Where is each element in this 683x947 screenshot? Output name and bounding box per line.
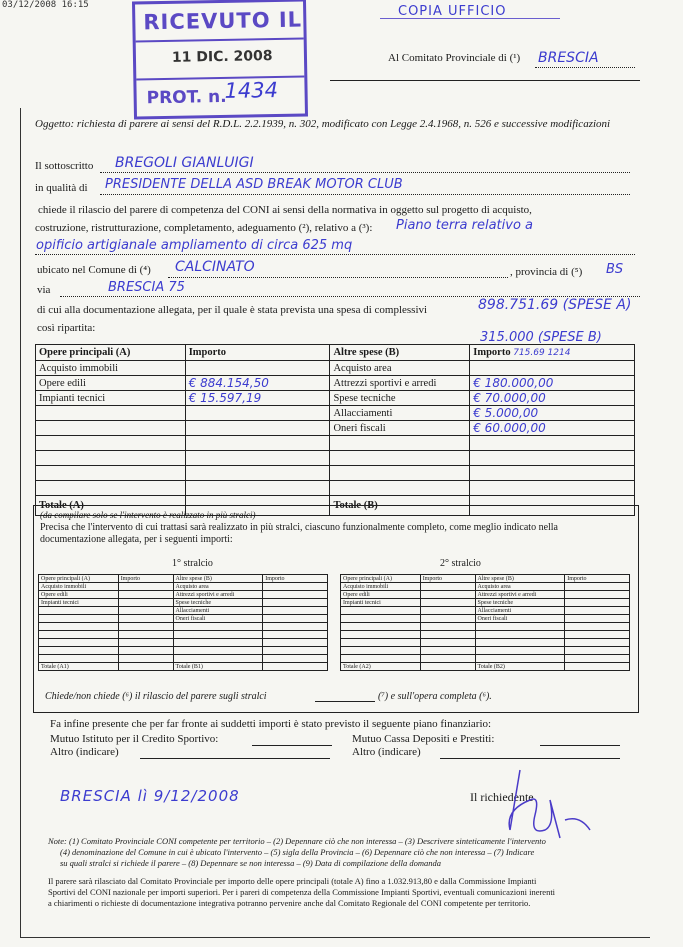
cell: Acquisto area xyxy=(475,583,565,591)
header-opere-principali: Opere principali (A) xyxy=(36,345,186,361)
copia-ufficio-annotation: COPIA UFFICIO xyxy=(398,4,507,19)
table-row xyxy=(341,655,630,663)
table-row xyxy=(341,647,630,655)
stralci-opera: (⁷) e sull'opera completa (⁶). xyxy=(378,691,492,702)
subject-text: Oggetto: richiesta di parere ai sensi del R.D.L. 2.2.1939, n. 302, modificato con Legge 2.4.1968, n. 526 e successive modificazioni xyxy=(35,118,611,130)
cell xyxy=(475,639,565,647)
note-line-1: Note: (1) Comitato Provinciale CONI competente per territorio – (2) Depennare ciò che non interessa – (3) Descrivere sinteticamente l'intervento xyxy=(48,836,546,846)
mutuo-cassa-line xyxy=(540,745,620,746)
cell xyxy=(173,655,263,663)
comune-label: ubicato nel Comune di (⁴) xyxy=(37,264,151,276)
page-bottom-border xyxy=(20,937,650,938)
cell xyxy=(470,481,635,496)
stamp-divider-2 xyxy=(136,76,304,81)
table-row xyxy=(36,391,635,406)
richiedente-label: Il richiedente xyxy=(470,790,534,804)
stralcio-1-header xyxy=(39,575,328,583)
mutuo-cassa-label: Mutuo Cassa Depositi e Prestiti: xyxy=(352,733,495,745)
cell: Acquisto area xyxy=(330,361,470,376)
cell xyxy=(420,631,475,639)
note-line-2: (4) denominazione del Comune in cui è ubicato l'intervento – (5) sigla della Provincia – (6) Depennare ciò che non interessa – (7) Indicare xyxy=(60,847,535,857)
cell xyxy=(36,406,186,421)
cell xyxy=(263,583,328,591)
cell xyxy=(565,655,630,663)
cell xyxy=(565,639,630,647)
cell: Acquisto immobili xyxy=(36,361,186,376)
cell xyxy=(263,623,328,631)
cell xyxy=(118,591,173,599)
chiede-line2: costruzione, ristrutturazione, completamento, adeguamento (²), relativo a (³): xyxy=(35,222,373,234)
total-b-label: Totale (B) xyxy=(330,496,470,516)
cell xyxy=(185,436,330,451)
cell xyxy=(185,361,330,376)
cell xyxy=(420,591,475,599)
cell xyxy=(39,631,119,639)
cost-table xyxy=(35,344,635,516)
cell: Spese tecniche xyxy=(173,599,263,607)
stralci-text-1: Precisa che l'intervento di cui trattasi sarà realizzato in più stralci, ciascuno funzionalmente completo, come meglio indicato nella xyxy=(40,522,558,533)
table-row xyxy=(341,623,630,631)
table-row xyxy=(36,406,635,421)
cell: Oneri fiscali xyxy=(330,421,470,436)
stralci-chiede: Chiede/non chiede (⁶) il rilascio del parere sugli stralci xyxy=(45,691,267,702)
cell xyxy=(263,663,328,671)
first-stralcio-title: 1° stralcio xyxy=(172,558,213,569)
cell xyxy=(330,436,470,451)
cell xyxy=(420,639,475,647)
comune-value: CALCINATO xyxy=(175,259,255,275)
stamp-date: 11 DIC. 2008 xyxy=(171,48,273,66)
qualita-line xyxy=(100,194,630,195)
cell xyxy=(420,655,475,663)
cell xyxy=(420,607,475,615)
cell xyxy=(185,466,330,481)
cell: Importo xyxy=(118,575,173,583)
fax-header: 03/12/2008 16:15 xyxy=(2,0,89,10)
table-row xyxy=(36,376,635,391)
table-row xyxy=(39,583,328,591)
stamp-prot-number: 1434 xyxy=(224,77,279,103)
table-row xyxy=(341,639,630,647)
recipient-value: BRESCIA xyxy=(538,50,599,66)
cell: Opere edili xyxy=(36,376,186,391)
cell xyxy=(36,466,186,481)
cell: Opere principali (A) xyxy=(39,575,119,583)
cell xyxy=(118,663,173,671)
cell xyxy=(420,623,475,631)
cell xyxy=(565,623,630,631)
cell: Acquisto immobili xyxy=(341,583,421,591)
cell: Altre spese (B) xyxy=(173,575,263,583)
table-row xyxy=(39,639,328,647)
received-stamp xyxy=(132,0,308,120)
cell xyxy=(565,647,630,655)
cell: Opere edili xyxy=(341,591,421,599)
header-importo-a: Importo xyxy=(185,345,330,361)
cell: € 15.597,19 xyxy=(185,391,330,406)
place-date: BRESCIA lì 9/12/2008 xyxy=(60,787,240,805)
table-row xyxy=(36,481,635,496)
cell xyxy=(185,481,330,496)
stralcio-2-table xyxy=(340,574,630,671)
cell: Totale (B1) xyxy=(173,663,263,671)
qualita-label: in qualità di xyxy=(35,182,88,194)
cell: Allacciamenti xyxy=(330,406,470,421)
table-row xyxy=(341,615,630,623)
cell xyxy=(173,647,263,655)
cell: Totale (B2) xyxy=(475,663,565,671)
table-row xyxy=(341,591,630,599)
cell xyxy=(565,583,630,591)
cell xyxy=(39,615,119,623)
cell xyxy=(263,599,328,607)
table-row xyxy=(39,623,328,631)
chiede-line1: chiede il rilascio del parere di competenza del CONI ai sensi della normativa in oggetto sul progetto di acquisto, xyxy=(38,204,532,216)
cell xyxy=(330,451,470,466)
cell xyxy=(39,655,119,663)
stamp-received-label: RICEVUTO IL xyxy=(143,7,303,35)
cell xyxy=(470,436,635,451)
cell: Spese tecniche xyxy=(475,599,565,607)
table-row xyxy=(36,421,635,436)
mutuo-credito-line xyxy=(252,745,332,746)
total-row xyxy=(39,663,328,671)
cell xyxy=(263,655,328,663)
cell xyxy=(118,607,173,615)
cell xyxy=(173,623,263,631)
sottoscritto-value: BREGOLI GIANLUIGI xyxy=(115,155,254,171)
cell xyxy=(36,421,186,436)
altro-1-label: Altro (indicare) xyxy=(50,746,119,758)
cell: € 70.000,00 xyxy=(470,391,635,406)
table-row xyxy=(341,599,630,607)
cell xyxy=(341,655,421,663)
recipient-line xyxy=(535,67,635,68)
cell xyxy=(263,615,328,623)
cell xyxy=(565,615,630,623)
cell xyxy=(185,451,330,466)
cell: € 60.000,00 xyxy=(470,421,635,436)
table-row xyxy=(36,466,635,481)
header-importo-b xyxy=(470,345,635,361)
cell: Attrezzi sportivi e arredi xyxy=(173,591,263,599)
finanziario-intro: Fa infine presente che per far fronte ai suddetti importi è stato previsto il seguente piano finanziario: xyxy=(50,718,492,730)
via-label: via xyxy=(37,284,51,296)
qualita-value: PRESIDENTE DELLA ASD BREAK MOTOR CLUB xyxy=(105,177,403,192)
cell: Importo xyxy=(565,575,630,583)
table-row xyxy=(39,655,328,663)
table-row xyxy=(39,615,328,623)
note-line-3: su quali stralci si richiede il parere – (8) Depennare se non interessa – (9) Data di compilazione della domanda xyxy=(60,858,441,868)
cell xyxy=(470,451,635,466)
cell xyxy=(263,639,328,647)
cell xyxy=(118,655,173,663)
spesa-label: di cui alla documentazione allegata, per il quale è stata prevista una spesa di complessivi xyxy=(37,304,428,316)
cell: Acquisto area xyxy=(173,583,263,591)
stralci-intro: (da compilare solo se l'intervento è realizzato in più stralci) xyxy=(40,510,256,520)
cell xyxy=(118,631,173,639)
cell xyxy=(39,623,119,631)
cell xyxy=(420,599,475,607)
cell xyxy=(475,631,565,639)
cell: Impianti tecnici xyxy=(341,599,421,607)
cell xyxy=(565,599,630,607)
cell: € 180.000,00 xyxy=(470,376,635,391)
signature-scribble xyxy=(500,760,600,840)
cell xyxy=(341,623,421,631)
provincia-value: BS xyxy=(606,262,624,277)
stralcio-2-header xyxy=(341,575,630,583)
cell: € 884.154,50 xyxy=(185,376,330,391)
cell: Opere edili xyxy=(39,591,119,599)
cell xyxy=(173,631,263,639)
sottoscritto-label: Il sottoscritto xyxy=(35,160,94,172)
cell: Totale (A1) xyxy=(39,663,119,671)
table-row xyxy=(341,607,630,615)
table-row xyxy=(341,583,630,591)
cell xyxy=(263,591,328,599)
cell xyxy=(118,583,173,591)
total-row xyxy=(341,663,630,671)
cell xyxy=(341,639,421,647)
cell: Oneri fiscali xyxy=(173,615,263,623)
cell xyxy=(475,623,565,631)
recipient-label: Al Comitato Provinciale di (¹) xyxy=(388,52,521,64)
cell xyxy=(39,639,119,647)
cell xyxy=(475,655,565,663)
relativo-value-2: opificio artigianale ampliamento di circa 625 mq xyxy=(36,238,353,253)
cell xyxy=(118,615,173,623)
comune-line xyxy=(168,277,508,278)
cell: Oneri fiscali xyxy=(475,615,565,623)
relativo-line xyxy=(35,254,635,255)
relativo-value: Piano terra relativo a xyxy=(396,218,534,233)
cell: Attrezzi sportivi e arredi xyxy=(330,376,470,391)
altro-2-label: Altro (indicare) xyxy=(352,746,421,758)
cell: Spese tecniche xyxy=(330,391,470,406)
spesa-value: 898.751.69 (SPESE A) xyxy=(478,297,632,313)
cell xyxy=(341,647,421,655)
cell xyxy=(185,421,330,436)
mutuo-credito-label: Mutuo Istituto per il Credito Sportivo: xyxy=(50,733,219,745)
stralcio-1-table xyxy=(38,574,328,671)
table-row xyxy=(39,607,328,615)
cell xyxy=(118,623,173,631)
table-row xyxy=(36,451,635,466)
cell xyxy=(36,436,186,451)
via-value: BRESCIA 75 xyxy=(108,280,185,295)
cell xyxy=(330,481,470,496)
cell xyxy=(36,481,186,496)
stamp-prot-label: PROT. n. xyxy=(146,86,227,109)
header-rule xyxy=(330,80,640,81)
table-row xyxy=(341,631,630,639)
header-altre-spese: Altre spese (B) xyxy=(330,345,470,361)
cell xyxy=(36,451,186,466)
parere-line-2: Sportivi del CONI nazionale per importi superiori. Per i pareri di competenza della Commissione Impianti Sportivi, eventuali comunicazioni inerenti xyxy=(48,887,556,897)
cell: Allacciamenti xyxy=(173,607,263,615)
cell: Impianti tecnici xyxy=(36,391,186,406)
cell xyxy=(565,591,630,599)
header-importo-b-note: 715.69 1214 xyxy=(513,348,571,358)
table-row xyxy=(39,631,328,639)
table-row xyxy=(36,436,635,451)
cell: Importo xyxy=(263,575,328,583)
cell xyxy=(39,607,119,615)
cell xyxy=(420,663,475,671)
ripartita-label: così ripartita: xyxy=(37,322,96,334)
cell xyxy=(118,599,173,607)
cell: € 5.000,00 xyxy=(470,406,635,421)
cell xyxy=(470,361,635,376)
stamp-divider xyxy=(136,38,304,43)
cell: Altre spese (B) xyxy=(475,575,565,583)
cell xyxy=(185,406,330,421)
spesa-value-2: 315.000 (SPESE B) xyxy=(480,330,602,345)
copia-underline xyxy=(380,18,560,19)
cell: Importo xyxy=(420,575,475,583)
cell xyxy=(118,639,173,647)
header-importo-b-label: Importo xyxy=(473,347,511,358)
cell xyxy=(565,607,630,615)
parere-line-3: a chiarimenti o richieste di documentazione integrativa potranno pervenire anche dal Comitato Regionale del CONI competente per territorio. xyxy=(48,898,531,908)
cell xyxy=(173,639,263,647)
cell xyxy=(263,607,328,615)
cell xyxy=(470,466,635,481)
cell: Attrezzi sportivi e arredi xyxy=(475,591,565,599)
cell: Opere principali (A) xyxy=(341,575,421,583)
cell xyxy=(420,615,475,623)
page-left-border xyxy=(20,108,21,938)
cell xyxy=(420,583,475,591)
cell xyxy=(420,647,475,655)
total-a-label: Totale (A) xyxy=(36,496,186,516)
stralci-text-2: documentazione allegata, per i seguenti importi: xyxy=(40,534,233,545)
cell xyxy=(330,466,470,481)
table-row xyxy=(39,599,328,607)
altro-2-line xyxy=(440,758,620,759)
cell: Totale (A2) xyxy=(341,663,421,671)
cell: Impianti tecnici xyxy=(39,599,119,607)
cell xyxy=(341,607,421,615)
stralci-chiede-line xyxy=(315,701,375,702)
cell xyxy=(39,647,119,655)
cell: Acquisto immobili xyxy=(39,583,119,591)
cell: Allacciamenti xyxy=(475,607,565,615)
parere-line-1: Il parere sarà rilasciato dal Comitato Provinciale per importo delle opere principali (totale A) fino a 1.032.913,80 e dalla Commissione Impianti xyxy=(48,876,537,886)
cell xyxy=(565,631,630,639)
table-row xyxy=(39,647,328,655)
sottoscritto-line xyxy=(100,172,630,173)
cell xyxy=(118,647,173,655)
cell xyxy=(475,647,565,655)
cell xyxy=(341,615,421,623)
cell xyxy=(263,631,328,639)
provincia-label: , provincia di (⁵) xyxy=(510,266,583,278)
table-row xyxy=(36,361,635,376)
table-row xyxy=(39,591,328,599)
cell xyxy=(565,663,630,671)
cell xyxy=(263,647,328,655)
cost-table-header xyxy=(36,345,635,361)
altro-1-line xyxy=(140,758,330,759)
cell xyxy=(341,631,421,639)
second-stralcio-title: 2° stralcio xyxy=(440,558,481,569)
